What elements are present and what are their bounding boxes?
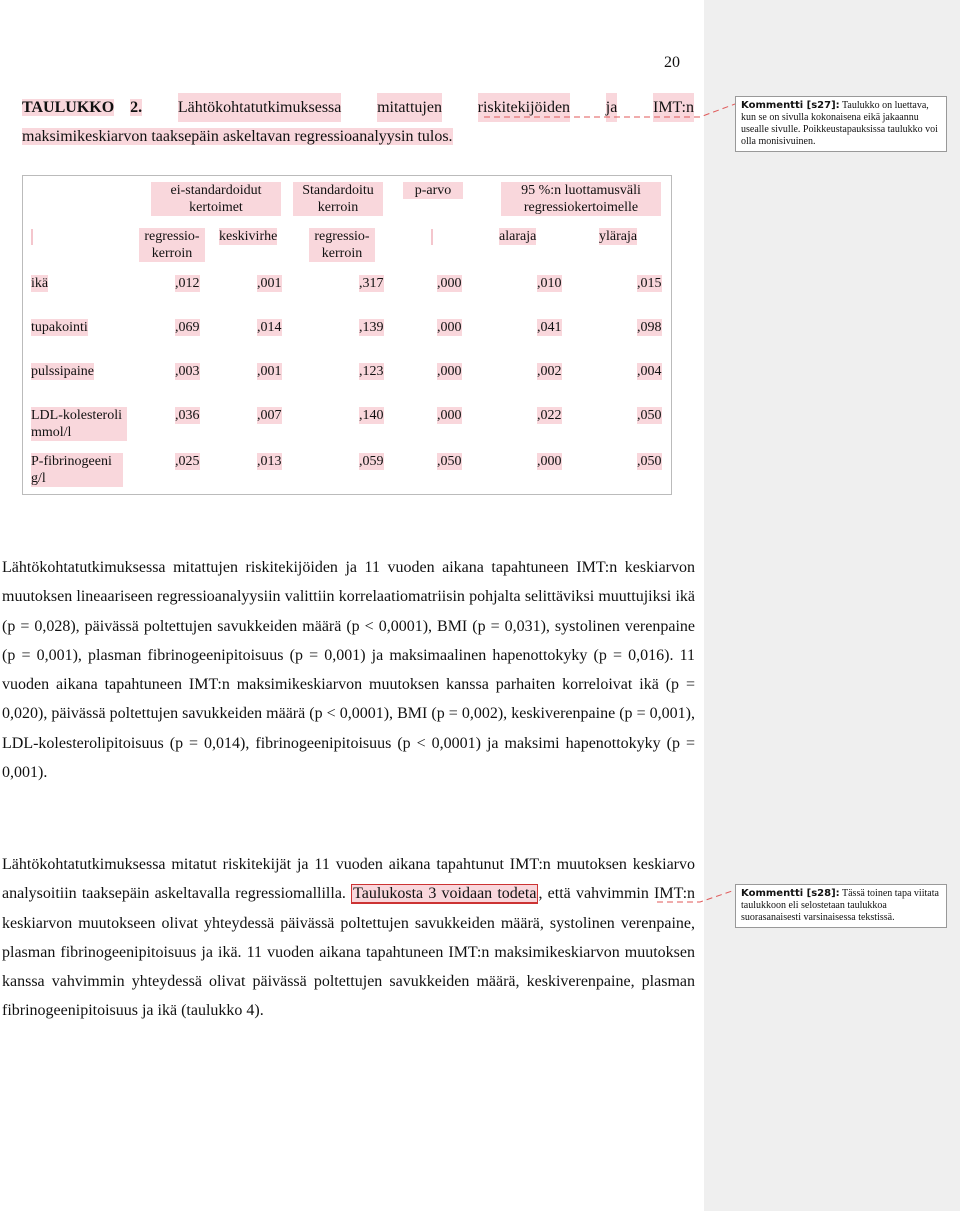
value-lower: ,000 (537, 454, 562, 469)
row-label: LDL-kolesteroli mmol/l (31, 407, 127, 441)
value-b: ,069 (175, 320, 200, 335)
value-b: ,012 (175, 276, 200, 291)
value-p: ,000 (437, 320, 462, 335)
row-label: P-fibrinogeeni g/l (31, 453, 123, 487)
value-beta: ,317 (359, 276, 384, 291)
caption-number: 2. (130, 99, 143, 116)
subheader-upper: yläraja (599, 229, 638, 244)
value-se: ,007 (257, 408, 282, 423)
row-label: tupakointi (31, 320, 88, 335)
caption-word: Lähtökohtatutkimuksessa (178, 93, 342, 122)
value-upper: ,050 (637, 408, 662, 423)
value-p: ,000 (437, 408, 462, 423)
value-lower: ,002 (537, 364, 562, 379)
comment-text: Taulukko on luettava, kun se on sivulla kokonaisena eikä jakaannu usealle sivulle. Poikkeustapauksissa taulukko voi olla monisivuinen. (741, 100, 938, 147)
value-se: ,001 (257, 364, 282, 379)
paragraph-text-end: , että vahvimmin IMT:n keskiarvon muutokseen olivat yhteydessä päivässä poltettujen savukkeiden määrä, systolinen verenpaine, plasman fibrinogeenipitoisuus ja ikä. 11 vuoden aikana tapahtuneen IMT:n maksimikeskiarvon muutoksen kanssa vahvimmin yhteydessä olivat päivässä poltettujen savukkeiden määrä, keskiverenpaine, plasman fibrinogeenipitoisuus ja ikä (taulukko 4). (2, 885, 696, 1020)
value-upper: ,050 (637, 454, 662, 469)
value-beta: ,059 (359, 454, 384, 469)
comment-balloon[interactable] (735, 884, 947, 928)
row-label: pulssipaine (31, 364, 94, 379)
header-standardized: Standardoitu kerroin (293, 182, 383, 216)
paragraph-text-start: Lähtökohtatutkimuksessa mitatut riskitekijät ja 11 vuoden aikana tapahtunut IMT:n muutoksen keskiarvo analysoitiin taaksepäin askeltavalla regressiomallilla. (2, 856, 695, 903)
value-lower: ,022 (537, 408, 562, 423)
subheader-regression-coefficient: regressio-kerroin (139, 228, 205, 262)
value-se: ,014 (257, 320, 282, 335)
value-p: ,050 (437, 454, 462, 469)
header-unstandardized: ei-standardoidut kertoimet (151, 182, 281, 216)
comment-text: Tässä toinen tapa viitata taulukkoon eli selostetaan taulukkoa suorasanaisesti varsinaisessa tekstissä. (741, 888, 939, 923)
caption-word: riskitekijöiden (478, 93, 570, 122)
caption-word: ja (606, 93, 618, 122)
value-b: ,003 (175, 364, 200, 379)
header-confidence-interval: 95 %:n luottamusväli regressiokertoimelle (501, 182, 661, 216)
comment-label: Kommentti [s27]: (741, 100, 840, 111)
value-beta: ,140 (359, 408, 384, 423)
caption-label: TAULUKKO (22, 99, 115, 116)
value-lower: ,010 (537, 276, 562, 291)
subheader-standard-error: keskivirhe (219, 229, 278, 244)
value-p: ,000 (437, 276, 462, 291)
value-se: ,013 (257, 454, 282, 469)
value-upper: ,004 (637, 364, 662, 379)
value-upper: ,015 (637, 276, 662, 291)
value-se: ,001 (257, 276, 282, 291)
row-label: ikä (31, 276, 49, 291)
value-beta: ,123 (359, 364, 384, 379)
paragraph-text: Lähtökohtatutkimuksessa mitattujen riskitekijöiden ja 11 vuoden aikana tapahtuneen IMT:n keskiarvon muutoksen lineaariseen regressioanalyysiin valittiin korrelaatiomatriisin pohjalta selittäviksi muuttujiksi ikä (p = 0,028), päivässä poltettujen savukkeiden määrä (p < 0,0001), BMI (p = 0,031), systolinen verenpaine (p = 0,001), plasman fibrinogeenipitoisuus (p = 0,001) ja maksimaalinen hapenottokyky (p = 0,016). 11 vuoden aikana tapahtuneen IMT:n maksimikeskiarvon muutoksen kanssa parhaiten korreloivat ikä (p = 0,020), päivässä poltettujen savukkeiden määrä (p < 0,0001), BMI (p = 0,002), keskiverenpaine (p = 0,001), LDL-kolesterolipitoisuus (p = 0,014), fibrinogeenipitoisuus (p < 0,0001) ja maksimi hapenottokyky (p = 0,001). (2, 559, 695, 782)
connector-line (657, 890, 735, 902)
value-beta: ,139 (359, 320, 384, 335)
value-upper: ,098 (637, 320, 662, 335)
subheader-lower: alaraja (499, 229, 537, 244)
caption-word: IMT:n (653, 93, 694, 122)
comment-label: Kommentti [s28]: (741, 888, 840, 899)
caption-line-2: maksimikeskiarvon taaksepäin askeltavan regressioanalyysin tulos. (22, 128, 453, 145)
subheader-beta: regressio-kerroin (309, 228, 375, 262)
caption-word: mitattujen (377, 93, 442, 122)
header-p-value: p-arvo (403, 182, 463, 199)
value-lower: ,041 (537, 320, 562, 335)
connector-line (484, 104, 735, 117)
comment-balloon[interactable] (735, 96, 947, 152)
value-b: ,036 (175, 408, 200, 423)
page-number: 20 (664, 54, 680, 71)
value-b: ,025 (175, 454, 200, 469)
commented-text[interactable]: Taulukosta 3 voidaan todeta (353, 885, 537, 903)
value-p: ,000 (437, 364, 462, 379)
